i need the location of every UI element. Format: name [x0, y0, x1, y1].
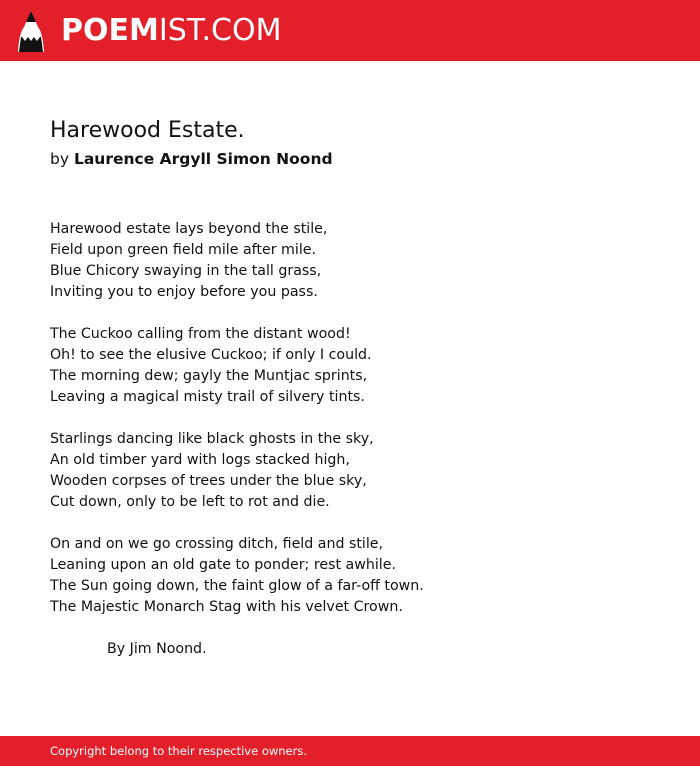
poem-line: On and on we go crossing ditch, field and stile,: [50, 536, 384, 552]
site-footer: [0, 736, 700, 766]
poem-line: Inviting you to enjoy before you pass.: [50, 284, 318, 300]
stanza-1: [50, 219, 650, 303]
site-logo-text: [61, 9, 281, 53]
poem-line: Starlings dancing like black ghosts in the sky,: [50, 431, 374, 447]
poem-line: An old timber yard with logs stacked high,: [50, 452, 350, 468]
byline-prefix: by: [50, 150, 70, 168]
poem-line: The Sun going down, the faint glow of a far-off town.: [50, 578, 424, 594]
poem-line: Leaning upon an old gate to ponder; rest awhile.: [50, 557, 396, 573]
poem-body: [50, 219, 650, 660]
poem-line: The Cuckoo calling from the distant wood!: [50, 326, 351, 342]
stanza-3: [50, 429, 650, 513]
logo-light-part: IST.COM: [158, 13, 282, 48]
poem-byline: [50, 148, 333, 170]
poem-line: The Majestic Monarch Stag with his velvet Crown.: [50, 599, 403, 615]
poem-line: Leaving a magical misty trail of silvery tints.: [50, 389, 365, 405]
poem-title: Harewood Estate.: [50, 118, 245, 143]
pencil-tip-icon: [17, 10, 45, 53]
logo-bold-part: POEM: [61, 13, 159, 48]
site-logo-link[interactable]: [17, 9, 281, 53]
poem-line: Oh! to see the elusive Cuckoo; if only I could.: [50, 347, 372, 363]
stanza-4: [50, 534, 650, 618]
author-link[interactable]: Laurence Argyll Simon Noond: [73, 150, 333, 168]
poem-line: The morning dew; gayly the Muntjac sprints,: [50, 368, 368, 384]
poem-line: Harewood estate lays beyond the stile,: [50, 221, 328, 237]
poem-line: Field upon green field mile after mile.: [50, 242, 317, 258]
poem-line: Blue Chicory swaying in the tall grass,: [50, 263, 322, 279]
poem-line: Cut down, only to be left to rot and die.: [50, 494, 330, 510]
stanza-2: [50, 324, 650, 408]
site-header: [0, 0, 700, 61]
copyright-notice: Copyright belong to their respective owners.: [50, 744, 308, 758]
poem-signature: By Jim Noond.: [107, 641, 207, 657]
poem-line: Wooden corpses of trees under the blue sky,: [50, 473, 367, 489]
